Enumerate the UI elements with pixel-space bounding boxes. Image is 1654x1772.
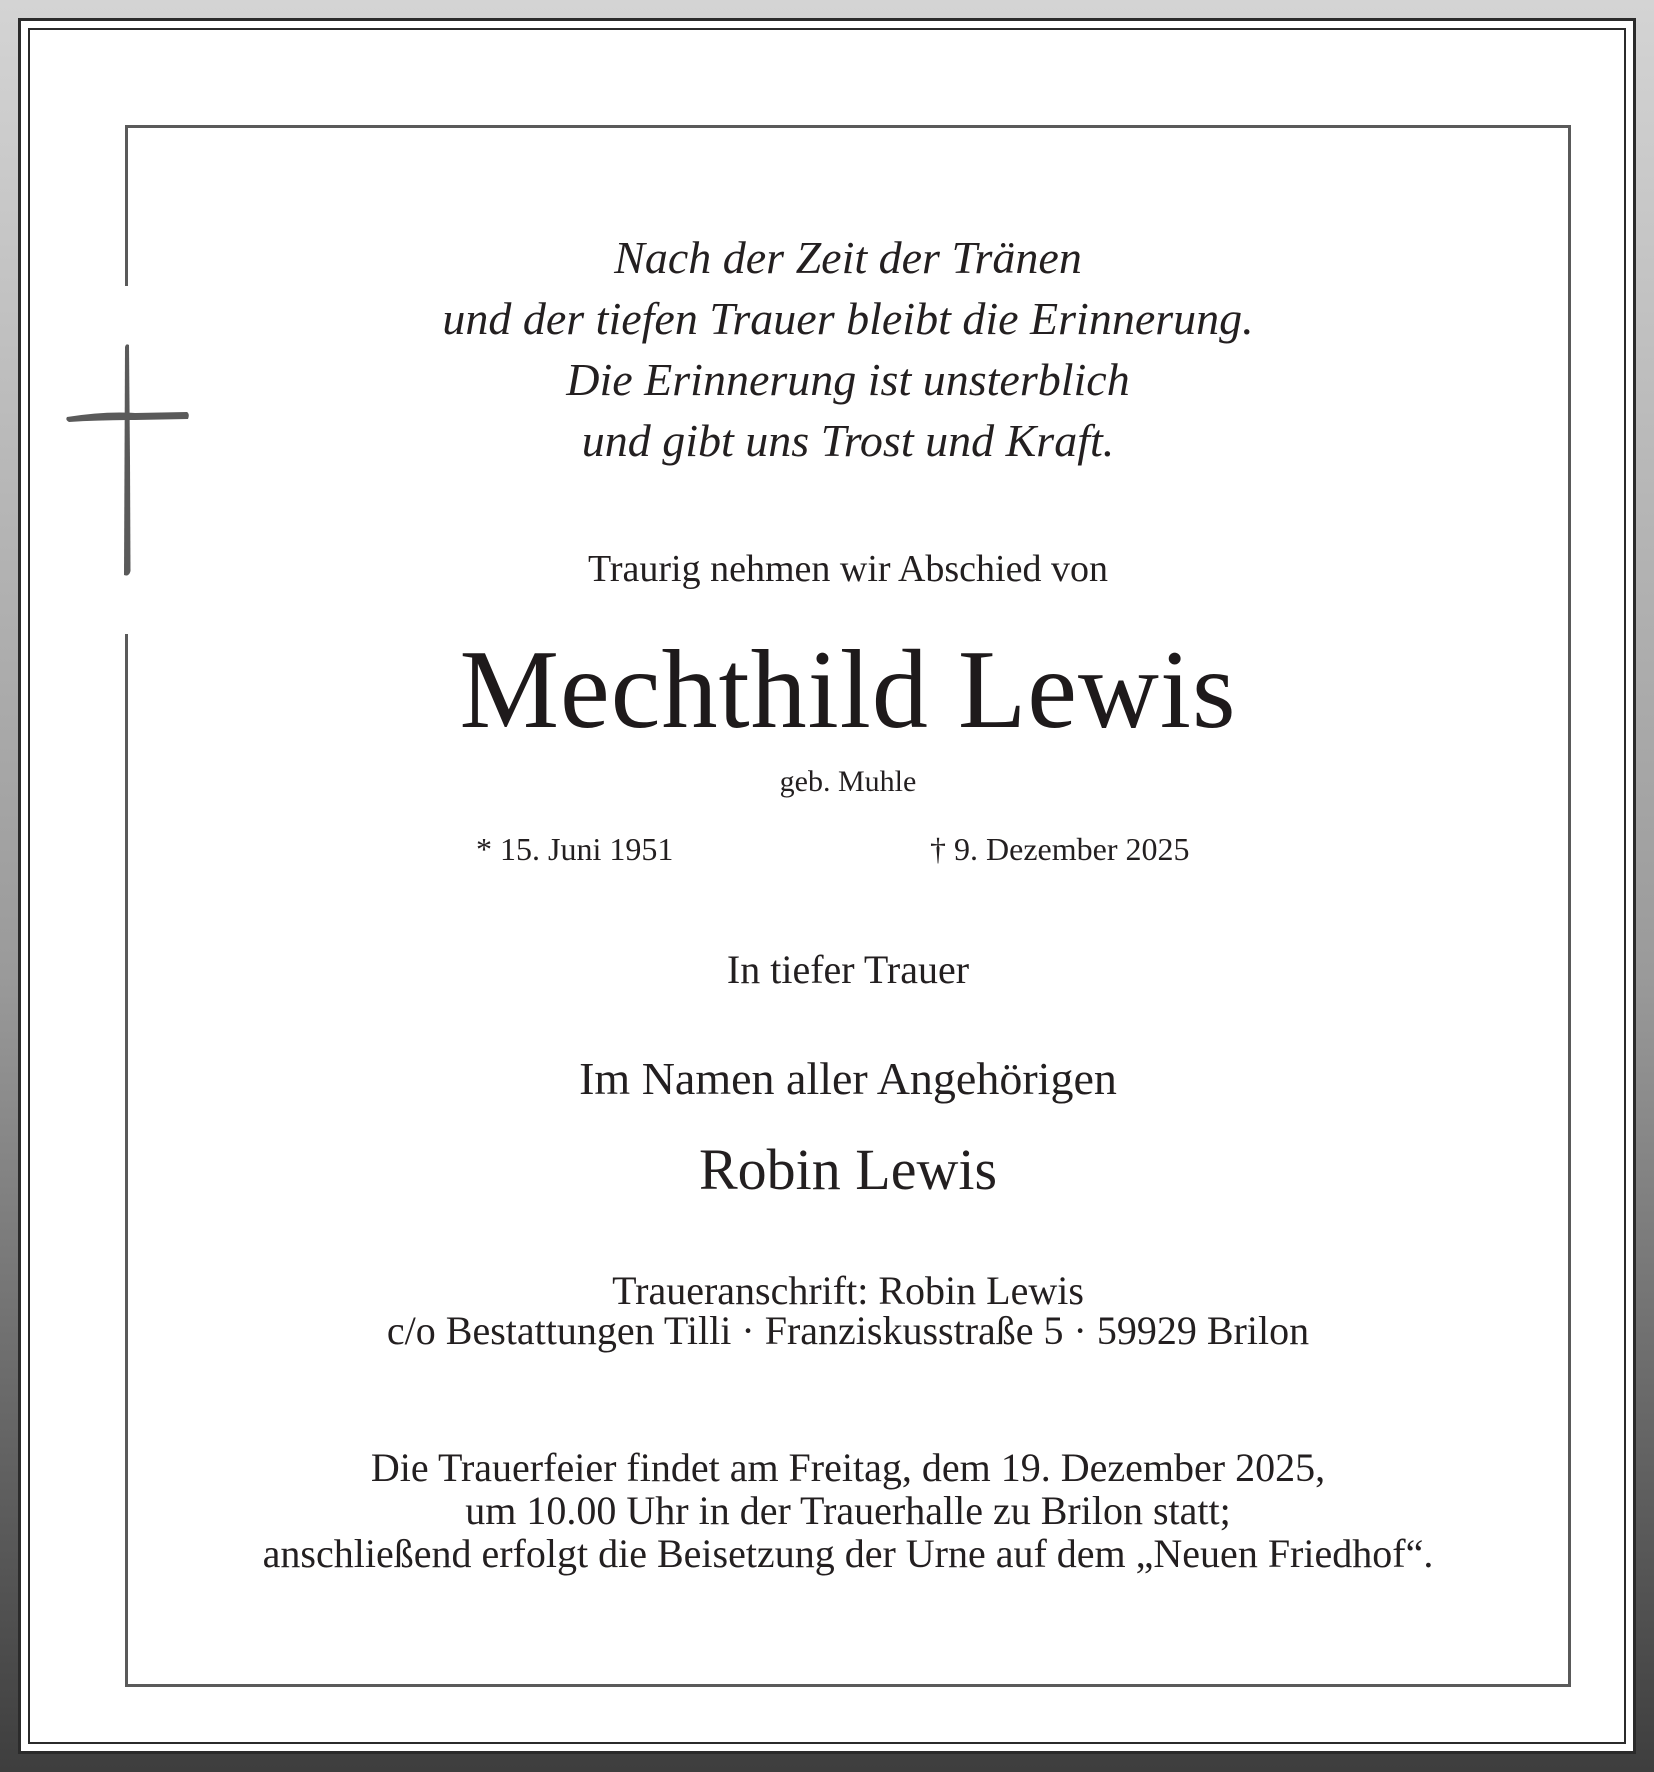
- funeral-info: [125, 1446, 1571, 1575]
- on-behalf-line: Im Namen aller Angehörigen: [579, 1053, 1117, 1104]
- funeral-line-3: anschließend erfolgt die Beisetzung der Urne auf dem „Neuen Friedhof“.: [262, 1531, 1434, 1576]
- memorial-poem: [125, 227, 1571, 471]
- birth-name: geb. Muhle: [779, 765, 917, 798]
- farewell-intro: Traurig nehmen wir Abschied von: [588, 548, 1108, 590]
- funeral-line-2: um 10.00 Uhr in der Trauerhalle zu Brilon statt;: [465, 1488, 1231, 1533]
- death-date: † 9. Dezember 2025: [930, 831, 1190, 867]
- birth-date: * 15. Juni 1951: [476, 831, 674, 867]
- poem-line-1: Nach der Zeit der Tränen: [614, 232, 1082, 283]
- address-line-2: c/o Bestattungen Tilli · Franziskusstraße 5 · 59929 Brilon: [386, 1308, 1310, 1353]
- address-line-1: Traueranschrift: Robin Lewis: [612, 1268, 1084, 1313]
- mourning-line: In tiefer Trauer: [726, 947, 970, 992]
- funeral-line-1: Die Trauerfeier findet am Freitag, dem 19. Dezember 2025,: [370, 1445, 1326, 1490]
- poem-line-2: und der tiefen Trauer bleibt die Erinnerung.: [442, 293, 1254, 344]
- poem-line-4: und gibt uns Trost und Kraft.: [581, 415, 1115, 466]
- condolence-address: [125, 1268, 1571, 1353]
- poem-line-3: Die Erinnerung ist unsterblich: [566, 354, 1130, 405]
- obituary-outer-frame: [18, 18, 1636, 1754]
- deceased-name: Mechthild Lewis: [459, 628, 1237, 752]
- signer-name: Robin Lewis: [698, 1137, 998, 1202]
